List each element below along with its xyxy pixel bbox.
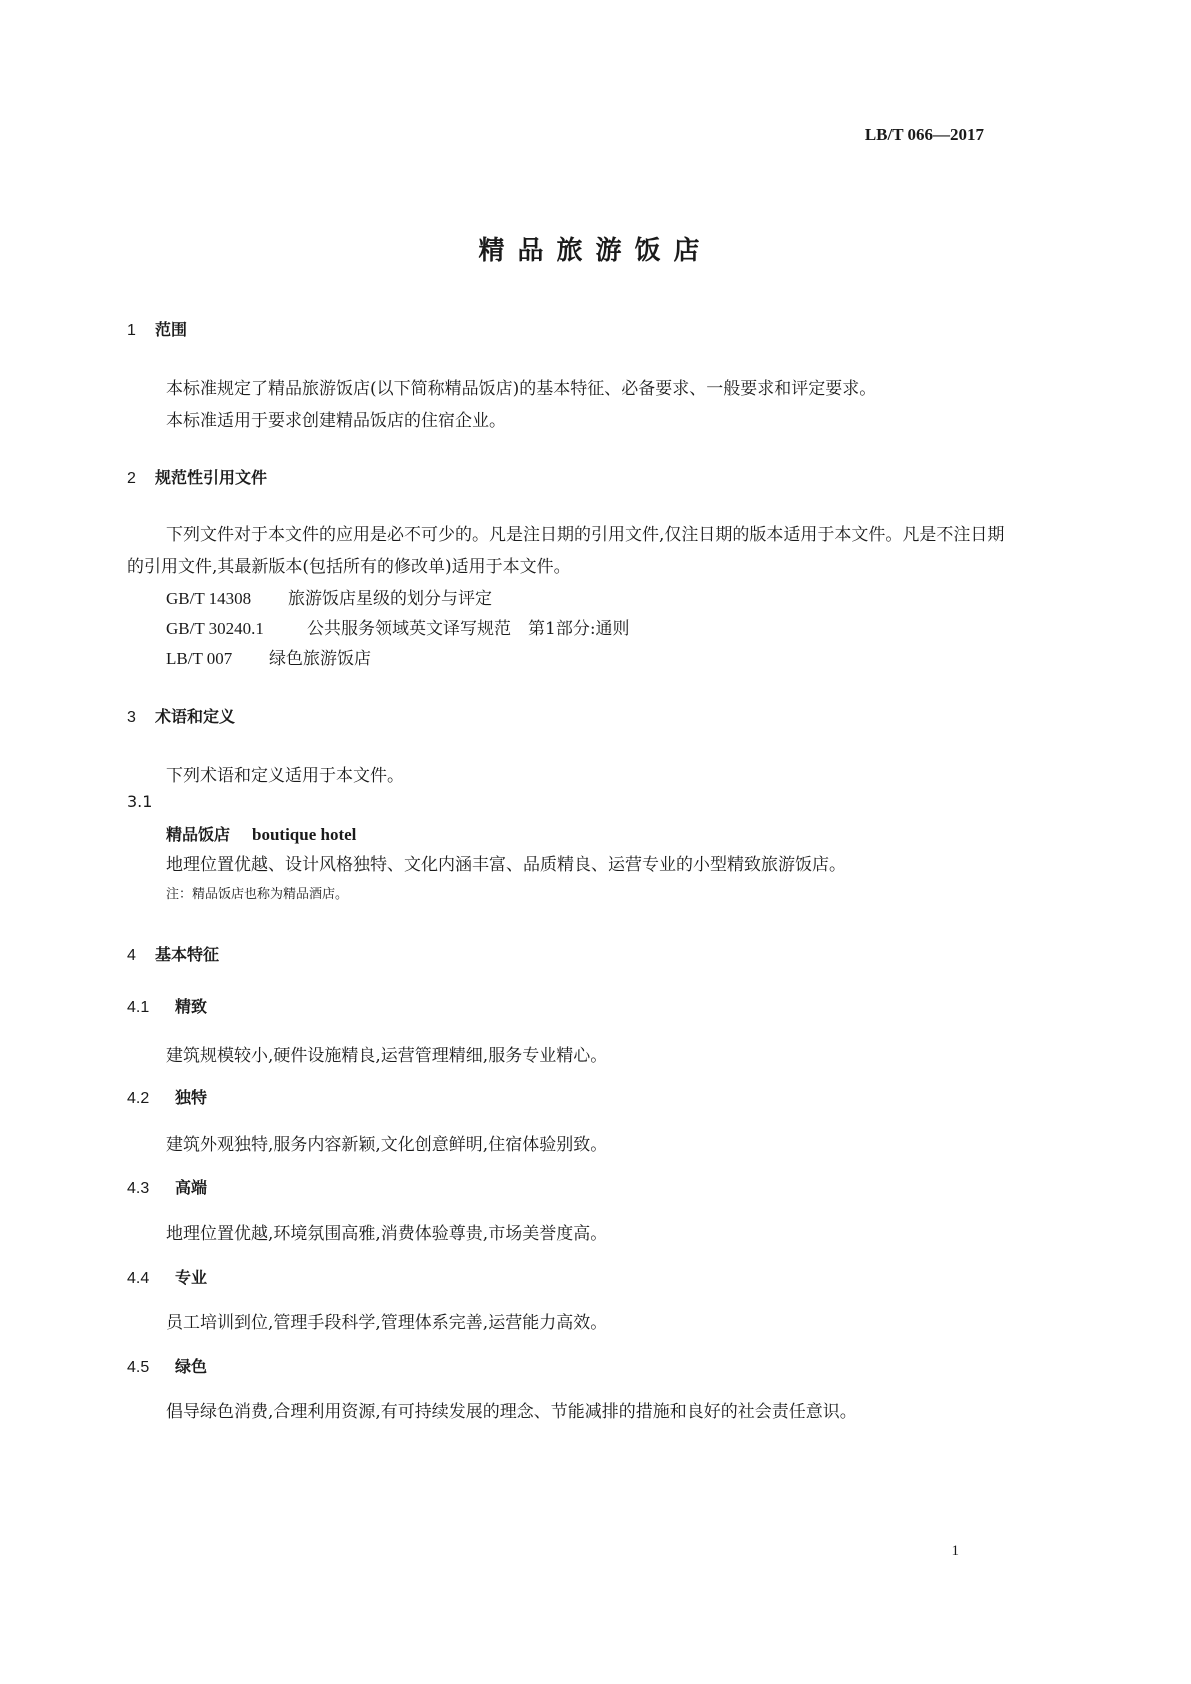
subsection-4-3-heading — [127, 1175, 207, 1198]
subsection-number: 4.2 — [127, 1090, 150, 1107]
section-number: 2 — [127, 470, 136, 487]
section-2-intro: 下列文件对于本文件的应用是必不可少的。凡是注日期的引用文件,仅注日期的版本适用于本文件。凡是不注日期的引用文件,其最新版本(包括所有的修改单)适用于本文件。 — [127, 525, 1005, 577]
subsection-title: 高端 — [175, 1178, 208, 1197]
section-title: 基本特征 — [155, 945, 220, 964]
subsection-4-4-text: 员工培训到位,管理手段科学,管理体系完善,运营能力高效。 — [166, 1313, 608, 1333]
reference-item — [166, 614, 630, 639]
subsection-title: 绿色 — [175, 1357, 208, 1376]
term-chinese: 精品饭店 — [166, 825, 231, 844]
term-entry — [166, 822, 356, 845]
reference-title: 绿色旅游饭店 — [269, 649, 371, 669]
subsection-title: 独特 — [175, 1088, 208, 1107]
section-1-paragraph-1: 本标准规定了精品旅游饭店(以下简称精品饭店)的基本特征、必备要求、一般要求和评定要求。 — [166, 379, 877, 399]
subsection-title: 精致 — [175, 997, 208, 1016]
subsection-4-5-heading — [127, 1354, 207, 1377]
reference-code: GB/T 14308 — [166, 589, 252, 608]
subsection-4-3-text: 地理位置优越,环境氛围高雅,消费体验尊贵,市场美誉度高。 — [166, 1224, 608, 1244]
section-title: 范围 — [155, 320, 188, 339]
standard-code: LB/T 066—2017 — [864, 125, 984, 144]
section-number: 4 — [127, 947, 136, 964]
reference-code: GB/T 30240.1 — [166, 619, 264, 638]
reference-item — [166, 584, 492, 609]
section-3-intro: 下列术语和定义适用于本文件。 — [166, 766, 404, 786]
subsection-number: 4.4 — [127, 1270, 150, 1287]
subsection-4-2-text: 建筑外观独特,服务内容新颖,文化创意鲜明,住宿体验别致。 — [166, 1135, 608, 1155]
subsection-number: 4.1 — [127, 999, 150, 1016]
subsection-4-5-text: 倡导绿色消费,合理利用资源,有可持续发展的理念、节能减排的措施和良好的社会责任意识。 — [166, 1402, 857, 1422]
section-number: 3 — [127, 709, 136, 726]
subsection-4-1-text: 建筑规模较小,硬件设施精良,运营管理精细,服务专业精心。 — [166, 1046, 608, 1066]
section-number: 1 — [127, 322, 136, 339]
reference-title: 公共服务领域英文译写规范 第1部分:通则 — [307, 619, 630, 639]
section-1-heading — [127, 317, 187, 340]
reference-title: 旅游饭店星级的划分与评定 — [288, 589, 492, 609]
subsection-title: 专业 — [175, 1268, 208, 1287]
section-2-heading — [127, 465, 267, 488]
term-note: 注：精品饭店也称为精品酒店。 — [166, 887, 349, 902]
subsection-number: 4.3 — [127, 1180, 150, 1197]
subsection-4-1-heading — [127, 994, 207, 1017]
term-english: boutique hotel — [252, 825, 357, 844]
section-4-heading — [127, 942, 219, 965]
term-definition: 地理位置优越、设计风格独特、文化内涵丰富、品质精良、运营专业的小型精致旅游饭店。 — [166, 855, 846, 875]
term-number: 3.1 — [127, 792, 153, 811]
section-3-heading — [127, 704, 235, 727]
document-title: 精品旅游饭店 — [478, 236, 713, 266]
reference-code: LB/T 007 — [166, 649, 233, 668]
subsection-4-4-heading — [127, 1265, 207, 1288]
section-title: 规范性引用文件 — [155, 468, 268, 487]
subsection-4-2-heading — [127, 1085, 207, 1108]
page-number: 1 — [951, 1543, 959, 1559]
subsection-number: 4.5 — [127, 1359, 150, 1376]
reference-item — [166, 644, 371, 669]
section-title: 术语和定义 — [155, 707, 236, 726]
section-1-paragraph-2: 本标准适用于要求创建精品饭店的住宿企业。 — [166, 411, 506, 431]
